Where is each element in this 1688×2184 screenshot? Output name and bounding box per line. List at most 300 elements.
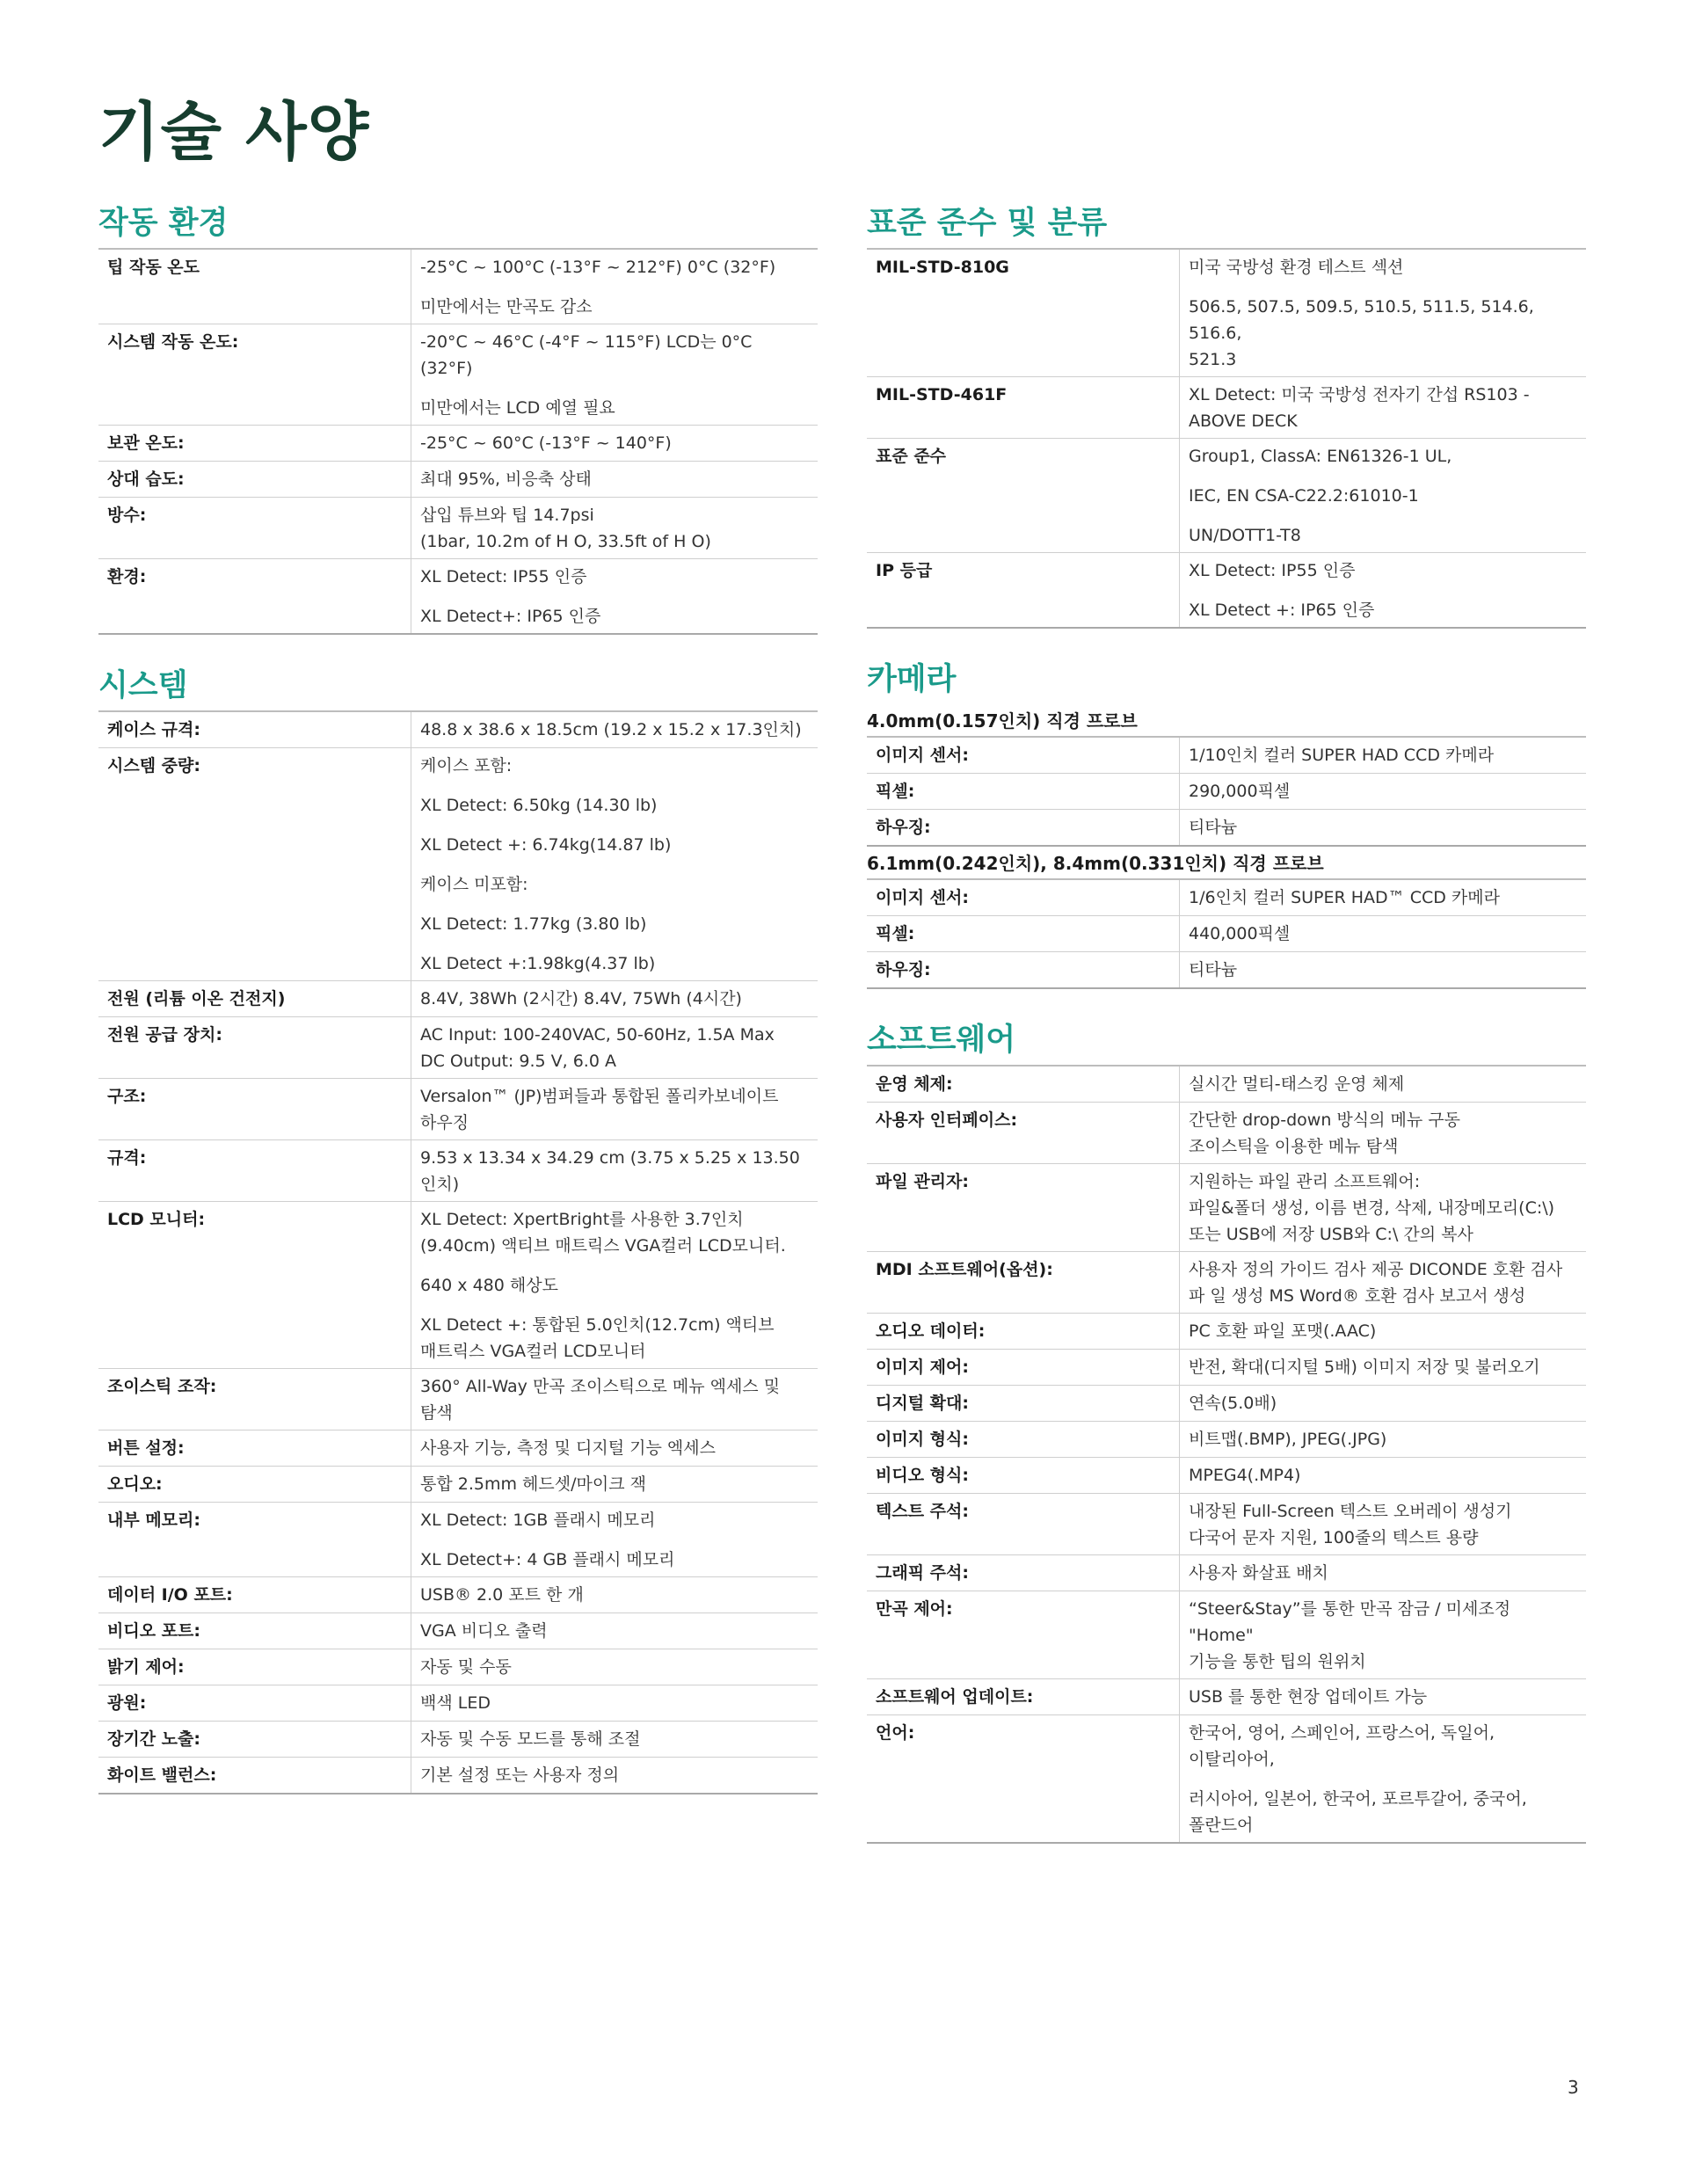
spec-value [411, 462, 819, 498]
spec-row [98, 1140, 818, 1202]
spec-value-line: 자동 및 수동 [420, 1657, 512, 1677]
spec-table [98, 712, 818, 1795]
spec-value [1180, 553, 1587, 629]
spec-value-paragraph [420, 1547, 809, 1573]
spec-value [1180, 880, 1587, 916]
spec-value [411, 1577, 819, 1613]
spec-value-line: 한국어, 영어, 스페인어, 프랑스어, 독일어, [1189, 1723, 1495, 1743]
spec-value-line: XL Detect+: IP65 인증 [420, 607, 601, 626]
spec-row [867, 1679, 1586, 1715]
spec-value-line: 파일&폴더 생성, 이름 변경, 삭제, 내장메모리(C:\) [1189, 1198, 1555, 1218]
section-title: 카메라 [867, 662, 957, 697]
spec-value-paragraph [420, 329, 809, 382]
spec-value-line: 케이스 미포함: [420, 875, 528, 894]
spec-value-line: MPEG4(.MP4) [1189, 1466, 1301, 1485]
spec-row [98, 462, 818, 498]
spec-label: 전원 (리튬 이온 건전지) [98, 981, 411, 1017]
spec-value-paragraph [1189, 483, 1577, 509]
spec-value-paragraph [420, 950, 809, 977]
spec-value-line: 360° All-Way 만곡 조이스틱으로 메뉴 엑세스 및 [420, 1377, 781, 1396]
spec-label: 비디오 포트: [98, 1613, 411, 1649]
spec-label: 오디오 데이터: [867, 1314, 1180, 1350]
spec-value-line: -25°C ~ 100°C (-13°F ~ 212°F) 0°C (32°F) [420, 258, 776, 277]
spec-value-paragraph [1189, 885, 1577, 911]
spec-label: 보관 온도: [98, 426, 411, 462]
spec-value-line: USB 를 통한 현장 업데이트 가능 [1189, 1687, 1428, 1707]
spec-value [411, 324, 819, 426]
spec-label: 시스템 작동 온도: [98, 324, 411, 426]
spec-value-paragraph [1189, 1786, 1577, 1838]
operating-environment-section [98, 204, 818, 635]
spec-row [867, 1350, 1586, 1386]
spec-row [98, 1017, 818, 1079]
spec-table [867, 738, 1586, 847]
probe-subtitle: 6.1mm(0.242인치), 8.4mm(0.331인치) 직경 프로브 [867, 847, 1586, 880]
spec-value-paragraph [1189, 1168, 1577, 1248]
spec-row [98, 1202, 818, 1369]
spec-value [1180, 1458, 1587, 1494]
spec-value-paragraph [420, 1582, 809, 1608]
spec-value-paragraph [420, 1471, 809, 1497]
spec-value-paragraph [1189, 1354, 1577, 1380]
spec-value [1180, 377, 1587, 439]
section-title: 작동 환경 [98, 204, 818, 250]
spec-value [1180, 916, 1587, 952]
spec-value-paragraph [420, 1312, 809, 1365]
spec-row [98, 1503, 818, 1577]
spec-label: 밝기 제어: [98, 1649, 411, 1685]
spec-value [1180, 774, 1587, 810]
spec-row [867, 1252, 1586, 1314]
spec-value-line: 또는 USB에 저장 USB와 C:\ 간의 복사 [1189, 1225, 1473, 1244]
spec-label: 파일 관리자: [867, 1164, 1180, 1252]
spec-label: 이미지 센서: [867, 880, 1180, 916]
spec-label: 사용자 인터페이스: [867, 1103, 1180, 1164]
spec-label: 이미지 형식: [867, 1422, 1180, 1458]
spec-value [411, 748, 819, 981]
spec-value-line: XL Detect: IP55 인증 [420, 567, 587, 586]
spec-label: 버튼 설정: [98, 1431, 411, 1467]
spec-label: 만곡 제어: [867, 1591, 1180, 1679]
spec-label: MIL-STD-461F [867, 377, 1180, 439]
spec-value-paragraph [420, 1373, 809, 1426]
spec-value-line: -25°C ~ 60°C (-13°F ~ 140°F) [420, 433, 672, 453]
spec-value-line: 290,000픽셀 [1189, 782, 1291, 801]
spec-value-paragraph [1189, 1498, 1577, 1551]
spec-value [411, 1467, 819, 1503]
spec-value-line: 케이스 포함: [420, 756, 513, 775]
spec-label: 케이스 규격: [98, 712, 411, 748]
spec-row [98, 1577, 818, 1613]
system-section [98, 666, 818, 1795]
spec-value-line: AC Input: 100-240VAC, 50-60Hz, 1.5A Max [420, 1025, 775, 1045]
spec-value-line: 최대 95%, 비응축 상태 [420, 470, 592, 489]
spec-value [411, 1613, 819, 1649]
spec-value-line: XL Detect +: 6.74kg(14.87 lb) [420, 835, 672, 855]
spec-row [867, 1555, 1586, 1591]
spec-value [1180, 1591, 1587, 1679]
spec-value-line: 지원하는 파일 관리 소프트웨어: [1189, 1172, 1421, 1191]
spec-value-line: 연속(5.0배) [1189, 1394, 1277, 1413]
spec-row [867, 1591, 1586, 1679]
spec-label: 데이터 I/O 포트: [98, 1577, 411, 1613]
spec-row [98, 1079, 818, 1140]
spec-row [98, 250, 818, 324]
spec-value-line: IEC, EN CSA-C22.2:61010-1 [1189, 486, 1419, 506]
spec-value [411, 1202, 819, 1369]
spec-value [411, 1503, 819, 1577]
spec-value-line: XL Detect: 미국 국방성 전자기 간섭 RS103 - [1189, 385, 1530, 404]
spec-row [867, 738, 1586, 774]
spec-value [1180, 1386, 1587, 1422]
spec-value-line: 삽입 튜브와 팁 14.7psi [420, 506, 594, 525]
spec-value-paragraph [420, 1206, 809, 1259]
spec-label: 팁 작동 온도 [98, 250, 411, 324]
spec-table [867, 880, 1586, 989]
spec-value-line: XL Detect+: 4 GB 플래시 메모리 [420, 1550, 675, 1569]
spec-value-line: DC Output: 9.5 V, 6.0 A [420, 1052, 616, 1071]
spec-value-paragraph [1189, 254, 1577, 280]
spec-value [1180, 1164, 1587, 1252]
spec-value [411, 498, 819, 559]
spec-value-line: (1bar, 10.2m of H O, 33.5ft of H O) [420, 532, 711, 551]
spec-value-line: 640 x 480 해상도 [420, 1276, 558, 1295]
spec-value-line: 반전, 확대(디지털 5배) 이미지 저장 및 불러오기 [1189, 1358, 1540, 1377]
spec-row [98, 324, 818, 426]
spec-row [98, 981, 818, 1017]
spec-label: 오디오: [98, 1467, 411, 1503]
spec-row [867, 553, 1586, 629]
spec-value-line: 간단한 drop-down 방식의 메뉴 구동 [1189, 1110, 1460, 1130]
spec-row [867, 810, 1586, 847]
spec-row [98, 498, 818, 559]
spec-label: 텍스트 주석: [867, 1494, 1180, 1555]
spec-value [411, 712, 819, 748]
spec-value-paragraph [420, 603, 809, 630]
spec-value-paragraph [420, 832, 809, 858]
spec-value [1180, 1715, 1587, 1844]
spec-value-line: Group1, ClassA: EN61326-1 UL, [1189, 447, 1452, 466]
page-number: 3 [1568, 2077, 1579, 2098]
spec-value-line: 통합 2.5mm 헤드셋/마이크 잭 [420, 1474, 646, 1494]
spec-label: 하우징: [867, 952, 1180, 989]
spec-row [98, 1649, 818, 1685]
spec-value [411, 1369, 819, 1431]
spec-value-line: 티타늄 [1189, 960, 1238, 979]
spec-value [411, 1649, 819, 1685]
spec-value-paragraph [1189, 1684, 1577, 1710]
spec-row [98, 1467, 818, 1503]
spec-value-line: 8.4V, 38Wh (2시간) 8.4V, 75Wh (4시간) [420, 989, 742, 1008]
spec-value-line: 506.5, 507.5, 509.5, 510.5, 511.5, 514.6, 516.6, [1189, 297, 1534, 343]
camera-section [867, 660, 1586, 989]
spec-value-line: “Steer&Stay”를 통한 만곡 잠금 / 미세조정 "Home" [1189, 1599, 1511, 1645]
spec-value-line: 521.3 [1189, 350, 1237, 369]
spec-value-paragraph [420, 792, 809, 819]
spec-value-line: Versalon™ (JP)범퍼들과 통합된 폴리카보네이트 [420, 1087, 779, 1106]
spec-row [867, 1422, 1586, 1458]
spec-row [867, 1103, 1586, 1164]
spec-value-paragraph [420, 564, 809, 590]
spec-value [1180, 250, 1587, 377]
spec-row [98, 712, 818, 748]
spec-value-paragraph [1189, 921, 1577, 947]
section-title: 표준 준수 및 분류 [867, 204, 1586, 250]
spec-row [867, 1164, 1586, 1252]
spec-value-line: XL Detect: 6.50kg (14.30 lb) [420, 796, 658, 815]
spec-row [867, 774, 1586, 810]
spec-value-paragraph [1189, 1256, 1577, 1309]
spec-value-paragraph [420, 294, 809, 320]
spec-value [1180, 1422, 1587, 1458]
spec-value-paragraph [420, 753, 809, 779]
spec-value-paragraph [1189, 522, 1577, 549]
spec-label: IP 등급 [867, 553, 1180, 629]
spec-table [98, 250, 818, 635]
spec-row [867, 1386, 1586, 1422]
spec-label: 언어: [867, 1715, 1180, 1844]
spec-value-line: XL Detect +: IP65 인증 [1189, 601, 1375, 620]
spec-value-paragraph [1189, 1596, 1577, 1675]
spec-value-paragraph [420, 717, 809, 743]
spec-value-paragraph [420, 395, 809, 421]
spec-value-paragraph [1189, 778, 1577, 804]
spec-value-paragraph [420, 502, 809, 555]
spec-value-paragraph [1189, 382, 1577, 434]
spec-value-line: 러시아어, 일본어, 한국어, 포르투갈어, 중국어, [1189, 1789, 1527, 1809]
spec-label: 시스템 중량: [98, 748, 411, 981]
spec-label: 이미지 제어: [867, 1350, 1180, 1386]
spec-value-line: XL Detect: 1.77kg (3.80 lb) [420, 914, 647, 934]
spec-value [411, 981, 819, 1017]
spec-value-paragraph [420, 1507, 809, 1533]
spec-value-line: 미만에서는 만곡도 감소 [420, 297, 593, 317]
spec-value [1180, 952, 1587, 989]
spec-value-paragraph [420, 1083, 809, 1136]
spec-label: MDI 소프트웨어(옵션): [867, 1252, 1180, 1314]
spec-value-paragraph [420, 871, 809, 898]
spec-value-line: PC 호환 파일 포맷(.AAC) [1189, 1321, 1377, 1341]
spec-value-line: 사용자 정의 가이드 검사 제공 DICONDE 호환 검사 [1189, 1260, 1563, 1279]
section-title: 시스템 [98, 666, 818, 712]
spec-value-paragraph [1189, 557, 1577, 584]
spec-row [867, 1067, 1586, 1103]
spec-value-paragraph [1189, 443, 1577, 470]
spec-value-paragraph [1189, 1560, 1577, 1586]
spec-label: 내부 메모리: [98, 1503, 411, 1577]
spec-value-line: XL Detect: IP55 인증 [1189, 561, 1356, 580]
spec-value-line: ABOVE DECK [1189, 411, 1298, 431]
spec-label: 방수: [98, 498, 411, 559]
spec-label: 디지털 확대: [867, 1386, 1180, 1422]
spec-value [1180, 810, 1587, 847]
spec-value [411, 1758, 819, 1795]
spec-value [411, 250, 819, 324]
spec-row [98, 1613, 818, 1649]
spec-row [867, 250, 1586, 377]
spec-label: 픽셀: [867, 916, 1180, 952]
spec-value-line: USB® 2.0 포트 한 개 [420, 1585, 584, 1605]
page-title: 기술 사양 [98, 95, 370, 169]
spec-row [98, 1758, 818, 1795]
spec-value-line: VGA 비디오 출력 [420, 1621, 548, 1641]
spec-value-paragraph [420, 1145, 809, 1198]
spec-row [867, 377, 1586, 439]
spec-value-line: (9.40cm) 액티브 매트릭스 VGA컬러 LCD모니터. [420, 1236, 786, 1256]
spec-value-paragraph [420, 1618, 809, 1644]
spec-label: 전원 공급 장치: [98, 1017, 411, 1079]
spec-value-line: 440,000픽셀 [1189, 924, 1291, 943]
spec-label: 픽셀: [867, 774, 1180, 810]
spec-value-line: 조이스틱을 이용한 메뉴 탐색 [1189, 1137, 1399, 1156]
spec-value-line: 사용자 기능, 측정 및 디지털 기능 엑세스 [420, 1438, 716, 1458]
spec-value-paragraph [1189, 1426, 1577, 1452]
spec-label: 그래픽 주석: [867, 1555, 1180, 1591]
spec-value-paragraph [1189, 1107, 1577, 1160]
spec-value-paragraph [1189, 1318, 1577, 1344]
spec-label: 광원: [98, 1685, 411, 1722]
spec-value-line: 기능을 통한 팁의 원위치 [1189, 1652, 1366, 1671]
spec-row [867, 880, 1586, 916]
spec-label: 상대 습도: [98, 462, 411, 498]
spec-row [867, 1715, 1586, 1844]
spec-label: 규격: [98, 1140, 411, 1202]
spec-value-line: 폴란드어 [1189, 1816, 1254, 1835]
spec-value [1180, 1494, 1587, 1555]
spec-value-paragraph [1189, 1071, 1577, 1097]
spec-label: 하우징: [867, 810, 1180, 847]
spec-value [411, 1140, 819, 1202]
spec-label: 조이스틱 조작: [98, 1369, 411, 1431]
spec-value-line: 실시간 멀티-태스킹 운영 체제 [1189, 1074, 1405, 1094]
spec-row [98, 559, 818, 635]
spec-value [411, 1079, 819, 1140]
spec-value-line: UN/DOTT1-T8 [1189, 526, 1301, 545]
spec-value-line: 백색 LED [420, 1693, 491, 1713]
spec-value [1180, 1679, 1587, 1715]
spec-row [98, 1722, 818, 1758]
spec-value-paragraph [1189, 814, 1577, 841]
spec-table [867, 1067, 1586, 1844]
spec-value-paragraph [420, 1654, 809, 1680]
spec-row [98, 1431, 818, 1467]
spec-value-paragraph [1189, 742, 1577, 768]
spec-value [1180, 1350, 1587, 1386]
spec-value-line: 사용자 화살표 배치 [1189, 1563, 1328, 1583]
spec-value-paragraph [420, 1435, 809, 1461]
spec-value [1180, 1314, 1587, 1350]
spec-value-line: 미국 국방성 환경 테스트 섹션 [1189, 258, 1404, 277]
spec-value-line: 미만에서는 LCD 예열 필요 [420, 398, 615, 418]
spec-label: MIL-STD-810G [867, 250, 1180, 377]
spec-row [867, 1314, 1586, 1350]
spec-label: 화이트 밸런스: [98, 1758, 411, 1795]
spec-value-line: 9.53 x 13.34 x 34.29 cm (3.75 x 5.25 x 13.50 인치) [420, 1148, 800, 1194]
spec-value-line: 자동 및 수동 모드를 통해 조절 [420, 1729, 641, 1749]
spec-label: 운영 체제: [867, 1067, 1180, 1103]
spec-label: 이미지 센서: [867, 738, 1180, 774]
spec-row [867, 439, 1586, 553]
spec-value-paragraph [420, 986, 809, 1012]
spec-value-paragraph [420, 430, 809, 456]
spec-value-line: 티타늄 [1189, 818, 1238, 837]
spec-value-line: 매트릭스 VGA컬러 LCD모니터 [420, 1342, 646, 1361]
standards-section [867, 204, 1586, 629]
spec-value-paragraph [420, 254, 809, 280]
spec-value [1180, 1067, 1587, 1103]
spec-value [411, 1431, 819, 1467]
spec-value [1180, 1103, 1587, 1164]
spec-value-line: 다국어 문자 지원, 100줄의 텍스트 용량 [1189, 1528, 1479, 1547]
section-title: 소프트웨어 [867, 1021, 1586, 1067]
probe-subtitle: 4.0mm(0.157인치) 직경 프로브 [867, 704, 1586, 738]
spec-value-paragraph [1189, 1390, 1577, 1416]
spec-row [98, 1369, 818, 1431]
spec-label: 비디오 형식: [867, 1458, 1180, 1494]
spec-value [1180, 738, 1587, 774]
spec-row [98, 426, 818, 462]
left-column [98, 204, 818, 1826]
spec-value-line: 1/6인치 컬러 SUPER HAD™ CCD 카메라 [1189, 888, 1500, 907]
spec-label: 장기간 노출: [98, 1722, 411, 1758]
spec-value-line: XL Detect: XpertBright를 사용한 3.7인치 [420, 1210, 744, 1229]
spec-value-paragraph [420, 1762, 809, 1788]
spec-value-line: 이탈리아어, [1189, 1750, 1275, 1769]
spec-value-paragraph [420, 1272, 809, 1299]
spec-value [411, 1722, 819, 1758]
spec-value-line: 내장된 Full-Screen 텍스트 오버레이 생성기 [1189, 1502, 1512, 1521]
spec-value-line: 하우징 [420, 1113, 469, 1132]
spec-value [411, 426, 819, 462]
spec-label: 구조: [98, 1079, 411, 1140]
spec-value-paragraph [1189, 1462, 1577, 1489]
spec-value-paragraph [1189, 597, 1577, 623]
spec-value-paragraph [420, 1690, 809, 1716]
spec-value-line: 48.8 x 38.6 x 18.5cm (19.2 x 15.2 x 17.3인치) [420, 720, 802, 739]
spec-value-paragraph [420, 466, 809, 492]
spec-value [411, 1685, 819, 1722]
right-column [867, 204, 1586, 1875]
spec-value-line: XL Detect +:1.98kg(4.37 lb) [420, 954, 656, 973]
spec-value-line: 파 일 생성 MS Word® 호환 검사 보고서 생성 [1189, 1286, 1526, 1306]
spec-row [867, 916, 1586, 952]
spec-value [1180, 1252, 1587, 1314]
spec-table [867, 250, 1586, 629]
software-section [867, 1021, 1586, 1844]
spec-value [1180, 439, 1587, 553]
spec-label: 환경: [98, 559, 411, 635]
spec-row [98, 1685, 818, 1722]
spec-value [411, 559, 819, 635]
spec-value-line: -20°C ~ 46°C (-4°F ~ 115°F) LCD는 0°C (32°F) [420, 332, 753, 378]
spec-value-line: 탐색 [420, 1403, 453, 1423]
spec-row [867, 1458, 1586, 1494]
spec-row [98, 748, 818, 981]
spec-row [867, 1494, 1586, 1555]
spec-value-line: 1/10인치 컬러 SUPER HAD CCD 카메라 [1189, 746, 1495, 765]
spec-value-line: XL Detect: 1GB 플래시 메모리 [420, 1511, 656, 1530]
spec-value-line: 비트맵(.BMP), JPEG(.JPG) [1189, 1430, 1387, 1449]
spec-value-paragraph [1189, 957, 1577, 983]
spec-label: LCD 모니터: [98, 1202, 411, 1369]
spec-value [411, 1017, 819, 1079]
spec-value-paragraph [1189, 294, 1577, 373]
spec-value-paragraph [420, 1726, 809, 1752]
spec-value-paragraph [1189, 1720, 1577, 1773]
spec-value-paragraph [420, 911, 809, 937]
spec-value [1180, 1555, 1587, 1591]
spec-row [867, 952, 1586, 989]
